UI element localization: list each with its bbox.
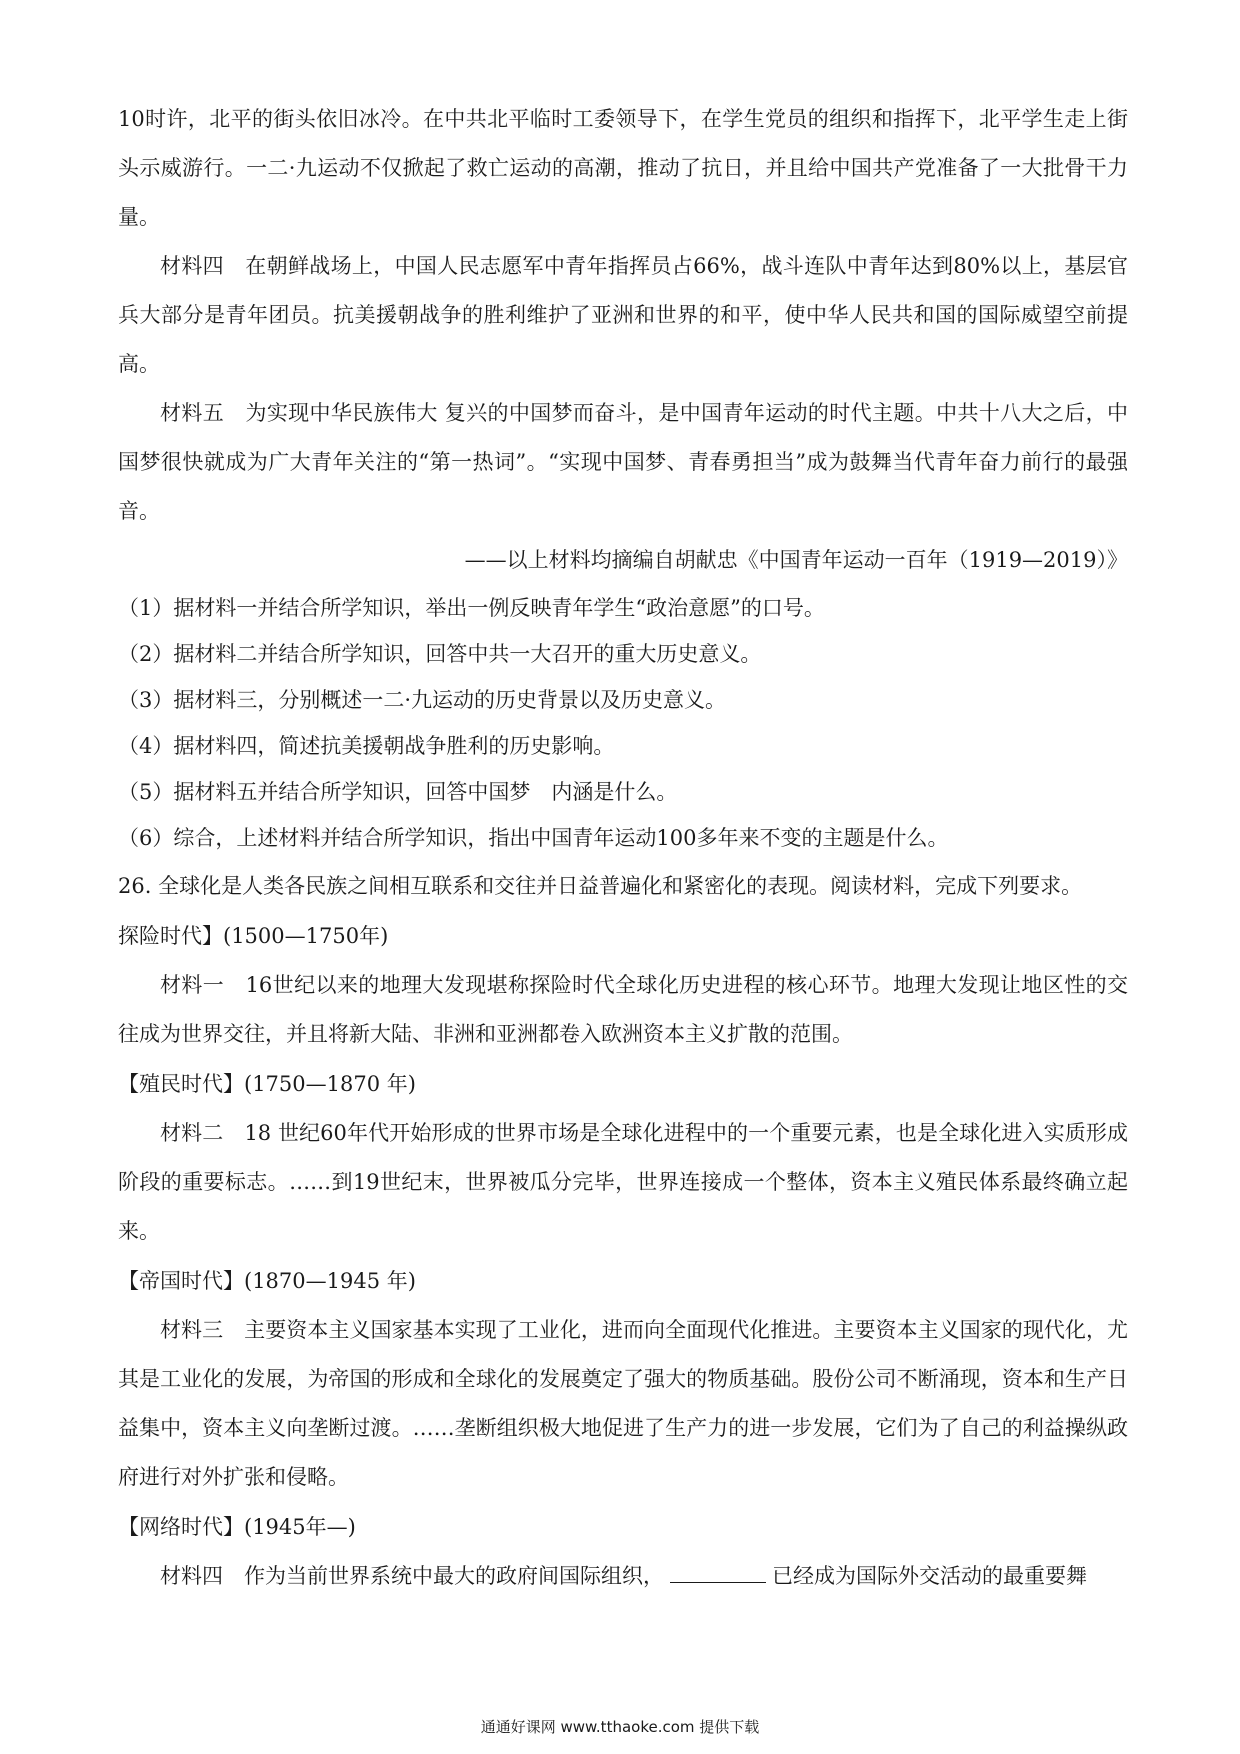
question-2: （2）据材料二并结合所学知识，回答中共一大召开的重大历史意义。 (118, 642, 762, 666)
question-3: （3）据材料三，分别概述一二·九运动的历史背景以及历史意义。 (118, 688, 727, 712)
q26-material4-before-blank: 材料四 作为当前世界系统中最大的政府间国际组织， (160, 1564, 664, 1588)
question-4: （4）据材料四，简述抗美援朝战争胜利的历史影响。 (118, 734, 615, 758)
era-heading-imperial: 【帝国时代】(1870—1945 年) (118, 1269, 416, 1293)
question-1: （1）据材料一并结合所学知识，举出一例反映青年学生“政治意愿”的口号。 (118, 596, 825, 620)
q26-material2: 材料二 18 世纪60年代开始形成的世界市场是全球化进程中的一个重要元素，也是全球化进入实质形成阶段的重要标志。……到19世纪末，世界被瓜分完毕，世界连接成一个整体，资本主义殖民体系最终确立起来。 (118, 1121, 1128, 1243)
q26-material4 (118, 1552, 1128, 1601)
q26-material3: 材料三 主要资本主义国家基本实现了工业化，进而向全面现代化推进。主要资本主义国家的现代化，尤其是工业化的发展，为帝国的形成和全球化的发展奠定了强大的物质基础。股份公司不断涌现，资本和生产日益集中，资本主义向垄断过渡。……垄断组织极大地促进了生产力的进一步发展，它们为了自己的利益操纵政府进行对外扩张和侵略。 (118, 1318, 1128, 1489)
document-page (118, 95, 1128, 1601)
answer-blank (670, 1564, 766, 1583)
q26-material4-after-blank: 已经成为国际外交活动的最重要舞 (772, 1564, 1087, 1588)
material5-paragraph: 材料五 为实现中华民族伟大 复兴的中国梦而奋斗，是中国青年运动的时代主题。中共十八大之后，中国梦很快就成为广大青年关注的“第一热词”。“实现中国梦、青春勇担当”成为鼓舞当代青年奋力前行的最强音。 (118, 401, 1128, 523)
question-6: （6）综合，上述材料并结合所学知识，指出中国青年运动100多年来不变的主题是什么。 (118, 826, 949, 850)
material3-continuation: 10时许，北平的街头依旧冰冷。在中共北平临时工委领导下，在学生党员的组织和指挥下，北平学生走上街头示威游行。一二·九运动不仅掀起了救亡运动的高潮，推动了抗日，并且给中国共产党准备了一大批骨干力量。 (118, 107, 1128, 229)
source-citation: ——以上材料均摘编自胡献忠《中国青年运动一百年（1919—2019）》 (464, 548, 1128, 572)
page-footer: 通通好课网 www.tthaoke.com 提供下载 (480, 1718, 760, 1736)
question-5: （5）据材料五并结合所学知识，回答中国梦 内涵是什么。 (118, 780, 678, 804)
era-heading-colonial: 【殖民时代】(1750—1870 年) (118, 1072, 416, 1096)
material4-paragraph: 材料四 在朝鲜战场上，中国人民志愿军中青年指挥员占66%，战斗连队中青年达到80%以上，基层官兵大部分是青年团员。抗美援朝战争的胜利维护了亚洲和世界的和平，使中华人民共和国的国际威望空前提高。 (118, 254, 1128, 376)
era-heading-exploration: 探险时代】(1500—1750年) (118, 924, 389, 948)
q26-material1: 材料一 16世纪以来的地理大发现堪称探险时代全球化历史进程的核心环节。地理大发现让地区性的交往成为世界交往，并且将新大陆、非洲和亚洲都卷入欧洲资本主义扩散的范围。 (118, 973, 1128, 1046)
question-26-stem: 26. 全球化是人类各民族之间相互联系和交往并日益普遍化和紧密化的表现。阅读材料，完成下列要求。 (118, 874, 1083, 898)
era-heading-network: 【网络时代】(1945年—) (118, 1515, 356, 1539)
